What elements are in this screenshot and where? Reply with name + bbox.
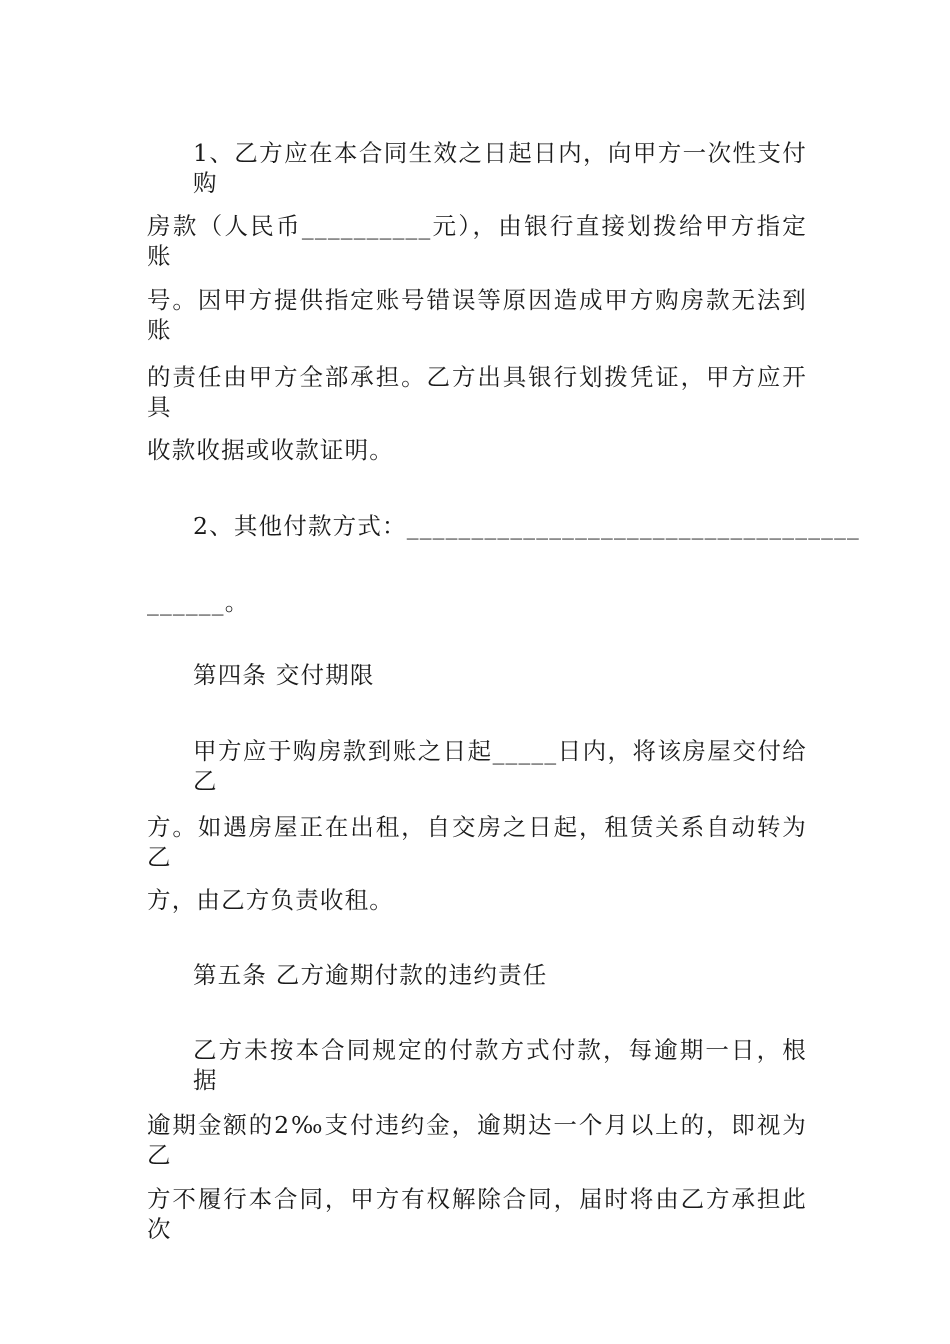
clause-2-line-2: ______。 bbox=[147, 588, 250, 616]
article-5-heading: 第五条 乙方逾期付款的违约责任 bbox=[193, 961, 548, 989]
clause-2-line-1: 2、其他付款方式：___________________________________ bbox=[193, 512, 861, 540]
article-5-line-2: 逾期金额的2‰支付违约金，逾期达一个月以上的，即视为乙 bbox=[147, 1111, 807, 1169]
clause-1-line-4: 的责任由甲方全部承担。乙方出具银行划拨凭证，甲方应开具 bbox=[147, 363, 807, 421]
clause-1-line-1: 1、乙方应在本合同生效之日起日内，向甲方一次性支付购 bbox=[193, 139, 807, 197]
article-4-heading: 第四条 交付期限 bbox=[193, 661, 375, 689]
clause-1-line-2: 房款（人民币__________元），由银行直接划拨给甲方指定账 bbox=[147, 212, 807, 270]
clause-1-line-5: 收款收据或收款证明。 bbox=[147, 436, 394, 464]
article-5-line-1: 乙方未按本合同规定的付款方式付款，每逾期一日，根据 bbox=[193, 1036, 807, 1094]
article-4-line-2: 方。如遇房屋正在出租，自交房之日起，租赁关系自动转为乙 bbox=[147, 813, 807, 871]
article-5-line-3: 方不履行本合同，甲方有权解除合同，届时将由乙方承担此次 bbox=[147, 1185, 807, 1243]
article-4-line-1: 甲方应于购房款到账之日起_____日内，将该房屋交付给乙 bbox=[193, 737, 807, 795]
clause-1-line-3: 号。因甲方提供指定账号错误等原因造成甲方购房款无法到账 bbox=[147, 286, 807, 344]
article-4-line-3: 方，由乙方负责收租。 bbox=[147, 886, 394, 914]
